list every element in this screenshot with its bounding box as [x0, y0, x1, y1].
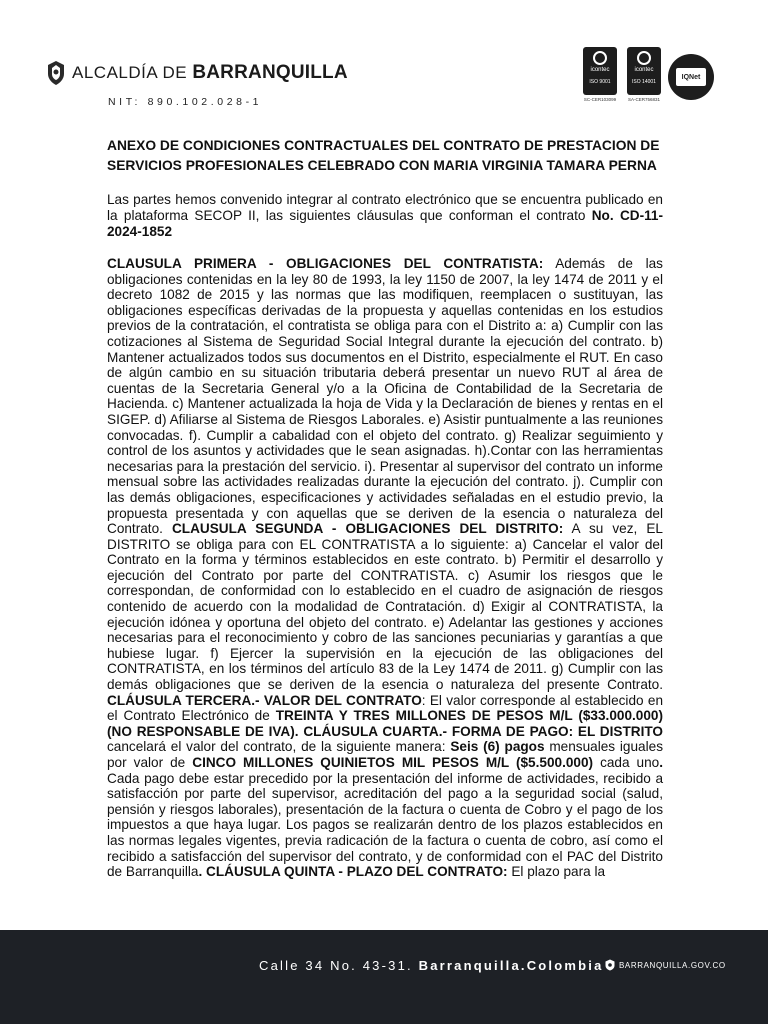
iqnet-seal-icon: [668, 54, 714, 100]
clause4-text-d: Cada pago debe estar precedido por la presentación del informe de actividades, recibido a satisfacción por parte del supervisor, acreditación del pago a la seguridad social (salud, pensión y riesgos laborales), presentación de la factura o cuenta de Cobro y el pago de los impuestos a que haya lugar. Los pagos se realizarán dentro de los plazos establecidos en las normas legales vigentes, previa radicación de la factura o cuenta de cobro, así como el recibido a satisfacción del supervisor del contrato, y de conformidad con el PAC del Distrito de Barranquilla: [107, 770, 663, 880]
contract-number: No. CD-11-2024-1852: [107, 208, 663, 239]
logo-city: BARRANQUILLA: [192, 62, 348, 83]
clause2-heading: CLAUSULA SEGUNDA - OBLIGACIONES DEL DISTRITO:: [171, 521, 564, 537]
iqnet-label: IQNet: [676, 68, 706, 86]
alcaldia-logo: [44, 60, 348, 86]
clause1-text: Además de las obligaciones contenidas en la ley 80 de 1993, la ley 1150 de 2007, la ley 1474 de 2011 y el decreto 1082 de 2015 y las normas que las modifiquen, reemplacen o sustituyan, las obligaciones específicas derivadas de la propuesta y aquellas contenidas en los estudios previos de la contratación, el contratista se obliga para con el Distrito a: a) Cumplir con las cotizaciones al Sistema de Seguridad Social Integral durante la ejecución del contrato. b) Mantener actualizados todos sus documentos en el Distrito, especialmente el RUT. En caso de algún cambio en su situación tributaria deberá presentar un nuevo RUT al área de cuentas de la Secretaria General y/o a la Oficina de Contabilidad de la Secretaria de Hacienda. c) Mantener actualizada la hoja de Vida y la Declaración de bienes y rentas en el SIGEP. d) Afiliarse al Sistema de Riesgos Laborales. e) Asistir puntualmente a las reuniones convocadas. f). Cumplir a cabalidad con el objeto del contrato. g) Realizar seguimiento y control de los asuntos y actividades que le sean asignadas. h).Contar con las herramientas necesarias para la prestación del servicio. i). Presentar al supervisor del contrato un informe mensual sobre las actividades realizadas durante la ejecución del contrato. j). Cumplir con las demás obligaciones, especificaciones y actividades señaladas en el estudio previo, la propuesta presentada y con aquellas que se deriven de la esencia o naturaleza del Contrato.: [107, 256, 663, 537]
address-street: Calle 34 No. 43-31.: [259, 958, 413, 973]
icontec-icon: [593, 51, 607, 65]
cert-brand: icontec: [590, 67, 610, 73]
document-title: ANEXO DE CONDICIONES CONTRACTUALES DEL CONTRATO DE PRESTACION DE SERVICIOS PROFESIONALES CELEBRADO CON MARIA VIRGINIA TAMARA PERNA: [107, 138, 660, 173]
footer-address: [259, 958, 604, 973]
intro-paragraph: [107, 192, 663, 240]
logo-text: [72, 62, 348, 84]
clause3-value: TREINTA Y TRES MILLONES DE PESOS M/L ($33.000.000) (NO RESPONSABLE DE IVA).: [107, 708, 663, 739]
certification-seals: [582, 47, 662, 109]
cert-iso: ISO 14001: [632, 79, 656, 85]
cert-brand: icontec: [634, 67, 654, 73]
coat-of-arms-icon: [44, 60, 68, 86]
cert-code: SC-CER103099: [583, 97, 617, 102]
clause3-text: : El valor corresponde al establecido en el Contrato Electrónico de: [107, 692, 663, 724]
website-url: BARRANQUILLA.GOV.CO: [619, 960, 726, 970]
clauses-paragraph: [107, 256, 663, 880]
logo-prefix: ALCALDÍA DE: [72, 63, 188, 82]
footer-website: [604, 959, 726, 971]
footer-bar: [0, 930, 768, 1024]
clause5-text: El plazo para la: [507, 864, 606, 880]
clause4-dot: .: [659, 755, 664, 770]
clause4-text-c: cada uno: [593, 755, 660, 770]
icontec-seal: [627, 47, 661, 95]
document-body: [107, 136, 663, 880]
clause4-text-b: mensuales iguales por valor de: [107, 739, 663, 770]
intro-text: Las partes hemos convenido integrar al contrato electrónico que se encuentra publicado en la plataforma SECOP II, las siguientes cláusulas que conforman el contrato: [107, 192, 663, 223]
clause1-heading: CLAUSULA PRIMERA - OBLIGACIONES DEL CONTRATISTA:: [107, 256, 544, 271]
clause4-heading: CLÁUSULA CUARTA.- FORMA DE PAGO: EL DISTRITO: [298, 723, 663, 739]
clause4-text-a: cancelará el valor del contrato, de la siguiente manera:: [107, 739, 451, 755]
icontec-icon: [637, 51, 651, 65]
clause4-payments: Seis (6) pagos: [450, 739, 545, 755]
certification-seal-iso-14001: [626, 47, 662, 109]
nit-number: NIT: 890.102.028-1: [108, 96, 263, 108]
clause5-heading: . CLÁUSULA QUINTA - PLAZO DEL CONTRATO:: [198, 864, 508, 880]
letterhead: [0, 0, 768, 125]
certification-seal-iso-9001: [582, 47, 618, 109]
coat-of-arms-icon: [604, 959, 616, 971]
clause2-text: A su vez, EL DISTRITO se obliga para con EL CONTRATISTA a lo siguiente: a) Cancelar el valor del Contrato en la forma y términos establecidos en este contrato. b) Permitir el desarrollo y ejecución del Contrato por parte del CONTRATISTA. c) Asumir los riesgos que le correspondan, de conformidad con lo establecido en el cuadro de asignación de riesgos contenido de acuerdo con la modalidad de Contratación. d) Exigir al CONTRATISTA, la ejecución idónea y oportuna del objeto del contrato. e) Adelantar las gestiones y acciones necesarias para el reconocimiento y cobro de las sanciones pecuniarias y garantías a que hubiese lugar. f) Ejercer la supervisión en la ejecución de las obligaciones del CONTRATISTA, en los términos del artículo 83 de la Ley 1474 de 2011. g) Cumplir con las demás obligaciones que se deriven de la esencia o naturaleza del presente Contrato.: [107, 521, 663, 693]
address-city: Barranquilla.Colombia: [418, 958, 604, 973]
cert-iso: ISO 9001: [589, 79, 611, 85]
icontec-seal: [583, 47, 617, 95]
cert-code: SA-CER756831: [627, 97, 661, 102]
clause4-amount: CINCO MILLONES QUINIETOS MIL PESOS M/L ($5.500.000): [192, 755, 594, 770]
clause3-heading: CLÁUSULA TERCERA.- VALOR DEL CONTRATO: [107, 692, 422, 708]
